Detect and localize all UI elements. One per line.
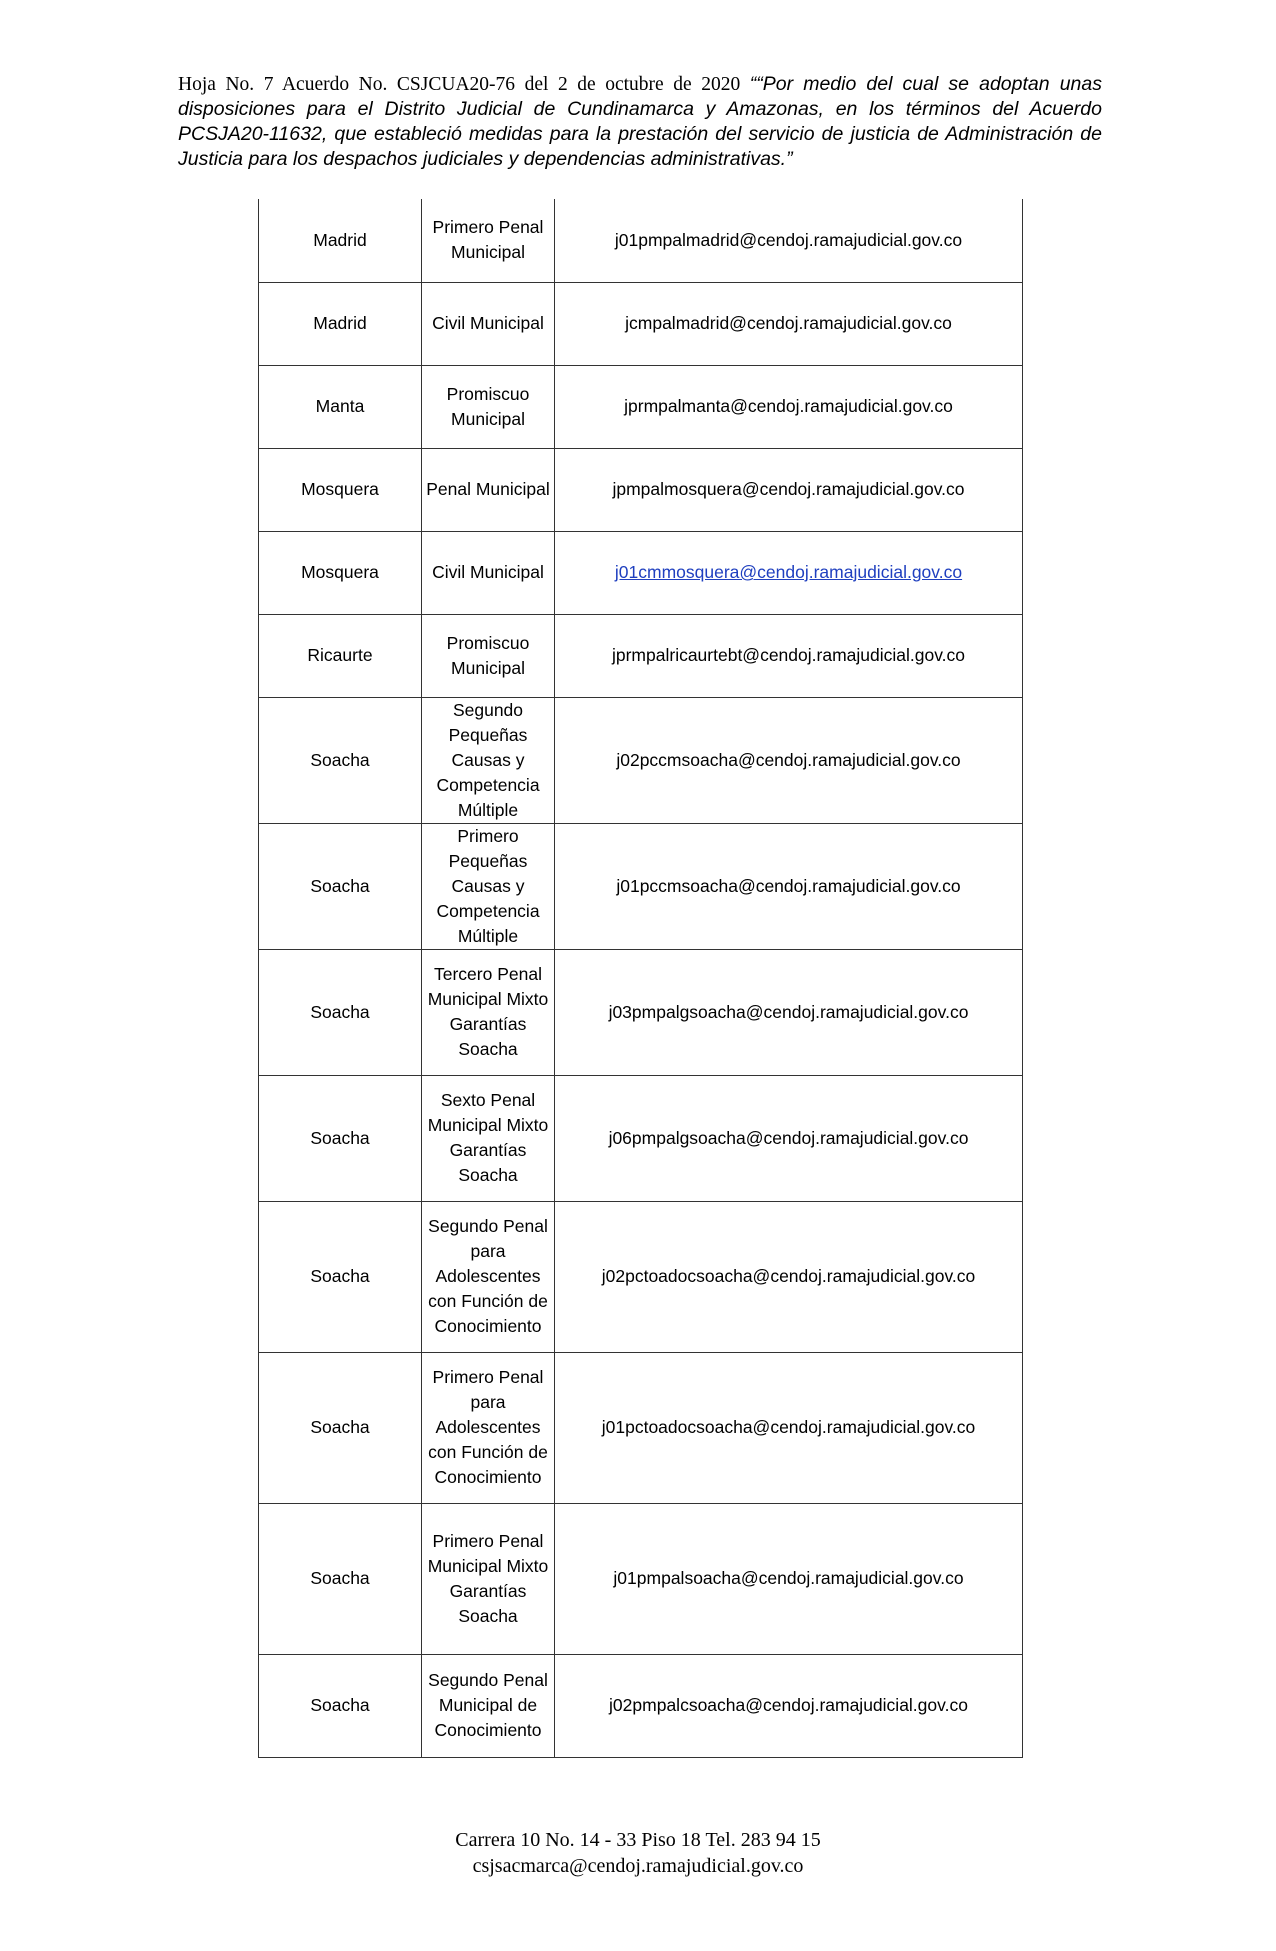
email-cell: j01pccmsoacha@cendoj.ramajudicial.gov.co — [555, 823, 1023, 949]
municipio-cell: Soacha — [259, 697, 422, 823]
despacho-cell: Primero Penal para Adolescentes con Función de Conocimiento — [422, 1352, 555, 1503]
municipio-cell: Soacha — [259, 949, 422, 1075]
email-link[interactable]: j01cmmosquera@cendoj.ramajudicial.gov.co — [555, 531, 1023, 614]
despacho-cell: Primero Penal Municipal Mixto Garantías Soacha — [422, 1503, 555, 1654]
email-cell: jcmpalmadrid@cendoj.ramajudicial.gov.co — [555, 282, 1023, 365]
municipio-cell: Soacha — [259, 1075, 422, 1201]
table-row — [259, 823, 1023, 949]
despacho-cell: Civil Municipal — [422, 282, 555, 365]
municipio-cell: Madrid — [259, 199, 422, 282]
municipio-cell: Ricaurte — [259, 614, 422, 697]
table-row — [259, 1503, 1023, 1654]
table-row — [259, 1352, 1023, 1503]
email-cell: j01pmpalmadrid@cendoj.ramajudicial.gov.co — [555, 199, 1023, 282]
municipio-cell: Mosquera — [259, 531, 422, 614]
footer-email: csjsacmarca@cendoj.ramajudicial.gov.co — [472, 1855, 804, 1877]
municipio-cell: Soacha — [259, 1503, 422, 1654]
table-row — [259, 1201, 1023, 1352]
email-cell: j02pctoadocsoacha@cendoj.ramajudicial.gov.co — [555, 1201, 1023, 1352]
despacho-cell: Segundo Penal para Adolescentes con Función de Conocimiento — [422, 1201, 555, 1352]
municipio-cell: Madrid — [259, 282, 422, 365]
table-row — [259, 949, 1023, 1075]
despachos-table — [258, 199, 1023, 1758]
email-cell: j03pmpalgsoacha@cendoj.ramajudicial.gov.co — [555, 949, 1023, 1075]
despacho-cell: Sexto Penal Municipal Mixto Garantías Soacha — [422, 1075, 555, 1201]
municipio-cell: Soacha — [259, 1201, 422, 1352]
municipio-cell: Soacha — [259, 1654, 422, 1757]
table-row — [259, 1075, 1023, 1201]
email-cell: jprmpalmanta@cendoj.ramajudicial.gov.co — [555, 365, 1023, 448]
despacho-cell: Penal Municipal — [422, 448, 555, 531]
despacho-cell: Primero Penal Municipal — [422, 199, 555, 282]
email-cell: jprmpalricaurtebt@cendoj.ramajudicial.gov.co — [555, 614, 1023, 697]
despacho-cell: Civil Municipal — [422, 531, 555, 614]
email-cell: j02pmpalcsoacha@cendoj.ramajudicial.gov.co — [555, 1654, 1023, 1757]
municipio-cell: Soacha — [259, 1352, 422, 1503]
despacho-cell: Tercero Penal Municipal Mixto Garantías Soacha — [422, 949, 555, 1075]
despacho-cell: Promiscuo Municipal — [422, 614, 555, 697]
table-row — [259, 365, 1023, 448]
table-row — [259, 282, 1023, 365]
table-row — [259, 199, 1023, 282]
header-reference: Hoja No. 7 Acuerdo No. CSJCUA20-76 del 2 de octubre de 2020 — [178, 74, 750, 95]
footer-address: Carrera 10 No. 14 - 33 Piso 18 Tel. 283 94 15 — [455, 1829, 821, 1851]
page-header — [178, 72, 1102, 172]
email-cell: j02pccmsoacha@cendoj.ramajudicial.gov.co — [555, 697, 1023, 823]
table-row — [259, 448, 1023, 531]
table-row — [259, 614, 1023, 697]
email-cell: j01pctoadocsoacha@cendoj.ramajudicial.gov.co — [555, 1352, 1023, 1503]
despacho-cell: Segundo Pequeñas Causas y Competencia Múltiple — [422, 697, 555, 823]
despacho-cell: Segundo Penal Municipal de Conocimiento — [422, 1654, 555, 1757]
table-row — [259, 697, 1023, 823]
despacho-cell: Promiscuo Municipal — [422, 365, 555, 448]
despacho-cell: Primero Pequeñas Causas y Competencia Múltiple — [422, 823, 555, 949]
header-quote: ““Por medio del cual se adoptan unas disposiciones para el Distrito Judicial de Cundinamarca y Amazonas, en los términos del Acuerdo PCSJA20-11632, que estableció medidas para la prestación del servicio de justicia de Administración de Justicia para los despachos judiciales y dependencias administrativas.” — [178, 73, 1102, 170]
page-footer — [0, 1827, 1276, 1879]
table-row — [259, 1654, 1023, 1757]
municipio-cell: Mosquera — [259, 448, 422, 531]
email-cell: j01pmpalsoacha@cendoj.ramajudicial.gov.co — [555, 1503, 1023, 1654]
table-row — [259, 531, 1023, 614]
municipio-cell: Soacha — [259, 823, 422, 949]
email-cell: jpmpalmosquera@cendoj.ramajudicial.gov.co — [555, 448, 1023, 531]
email-cell: j06pmpalgsoacha@cendoj.ramajudicial.gov.co — [555, 1075, 1023, 1201]
municipio-cell: Manta — [259, 365, 422, 448]
